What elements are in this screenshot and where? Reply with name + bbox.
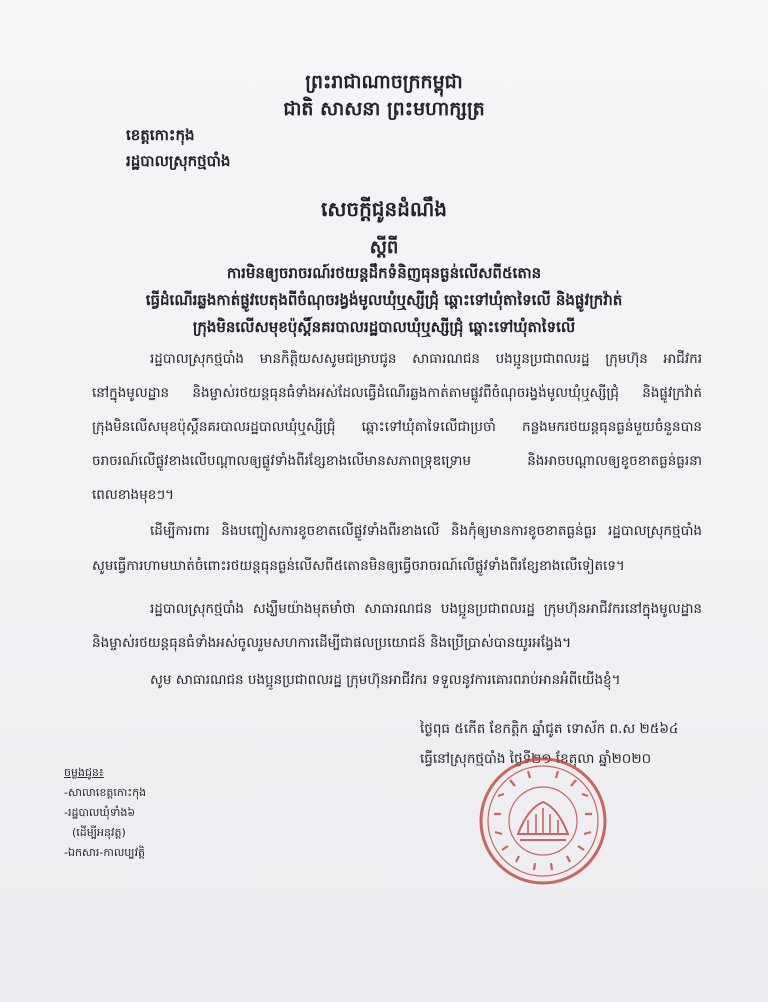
cc-title: ចម្លងជូន៖ (64, 766, 104, 779)
body-paragraph-line: និងម្ចាស់រថយន្តធុនធំទាំងអស់ចូលរួមសហការដើម្បីជាផលប្រយោជន៍ និងប្រើប្រាស់បានយូរអង្វែង។ (92, 635, 572, 651)
lunar-date: ថ្ងៃពុធ ៥កើត ខែកត្តិក ឆ្នាំជូត ទោស័ក ព.ស ២៥៦៤ (420, 721, 679, 737)
cc-item: -សាលាខេត្តកោះកុង (64, 786, 147, 799)
cc-item: -រដ្ឋបាលឃុំទាំង៦ (64, 806, 136, 819)
place-and-solar-date: ធ្វើនៅស្រុកថ្មបាំង ថ្ងៃទី២១ ខែតុលា ឆ្នាំ២០២០ (420, 751, 652, 767)
body-paragraph-line: ពេលខាងមុខៗ។ (92, 487, 175, 503)
cc-item: (ដើម្បីអនុវត្ត) (72, 826, 126, 839)
body-paragraph-line: នៅក្នុងមូលដ្ឋាន និងម្ចាស់រថយន្តធុនធំទាំងអស់ដែលធ្វើដំណើរឆ្លងកាត់តាមផ្លូវពីចំណុចរង្វង់មូលឃុំឬស្សីជ្រុំ និងផ្លូវក្រវ៉ាត់ (92, 385, 702, 401)
subject-line: ធ្វើដំណើរឆ្លងកាត់ផ្លូវបេតុងពីចំណុចរង្វង់មូលឃុំឬស្សីជ្រុំ ឆ្ពោះទៅឃុំតាទៃលើ និងផ្លូវក្រវ៉ាត់ (145, 291, 623, 309)
subject-line: ការមិនឲ្យចរាចរណ៍រថយន្តដឹកទំនិញធុនធ្ងន់លើសពី៥តោន (226, 264, 542, 282)
province-name: ខេត្តកោះកុង (126, 126, 195, 144)
body-paragraph-line: ចរាចរណ៍លើផ្លូវខាងលើបណ្តាលឲ្យផ្លូវទាំងពីរខ្សែខាងលើមានសភាពទ្រុឌទ្រោម និងអាចបណ្តាលឲ្យខូចខាតធ្ងន់ធ្ងរនា (92, 453, 702, 469)
body-paragraph-line: រដ្ឋបាលស្រុកថ្មបាំង សង្ឃឹមយ៉ាងមុតមាំថា សាធារណជន បងប្អូនប្រជាពលរដ្ឋ ក្រុមហ៊ុនអាជីវករនៅក្នុងមូលដ្ឋាន (150, 601, 702, 617)
national-motto: ជាតិ សាសនា ព្រះមហាក្សត្រ (283, 98, 485, 120)
body-paragraph-line: ដើម្បីការពារ និងបញ្ចៀសការខូចខាតលើផ្លូវទាំងពីរខាងលើ និងកុំឲ្យមានការខូចខាតធ្ងន់ធ្ងរ រដ្ឋបាលស្រុកថ្មបាំង (150, 523, 702, 539)
subject-line: ក្រុងមិនលើសមុខប៉ុស្តិ៍នគរបាលរដ្ឋបាលឃុំឬស្សីជ្រុំ ឆ្ពោះទៅឃុំតាទៃលើ (192, 318, 576, 336)
body-paragraph-line: សូមធ្វើការហាមឃាត់ចំពោះរថយន្តធុនធ្ងន់លើសពី៥តោនមិនឲ្យធ្វើចរាចរណ៍លើផ្លូវទាំងពីរខ្សែខាងលើទៀតទេ។ (92, 558, 625, 574)
body-paragraph-line: ក្រុងមិនលើសមុខប៉ុស្តិ៍នគរបាលរដ្ឋបាលឃុំឬស្សីជ្រុំ ឆ្ពោះទៅឃុំតាទៃលើជាប្រចាំ កន្លងមករថយន្តធុនធ្ងន់មួយចំនួនបាន (92, 419, 702, 435)
body-paragraph-line: រដ្ឋបាលស្រុកថ្មបាំង មានកិត្តិយសសូមជម្រាបជូន សាធារណជន បងប្អូនប្រជាពលរដ្ឋ ក្រុមហ៊ុន អាជីវករ (150, 351, 702, 367)
official-seal (478, 756, 608, 886)
kingdom-heading: ព្រះរាជាណាចក្រកម្ពុជា (305, 71, 463, 93)
district-administration: រដ្ឋបាលស្រុកថ្មបាំង (126, 152, 231, 170)
closing-paragraph: សូម សាធារណជន បងប្អូនប្រជាពលរដ្ឋ ក្រុមហ៊ុនអាជីវករ ទទួលនូវការគោរពរាប់អានអំពីយើងខ្ញុំ។ (150, 672, 621, 688)
about-label: ស្តីពី (369, 237, 399, 258)
cc-item: -ឯកសារ-កាលប្បវត្តិ (64, 846, 146, 859)
document-title: សេចក្តីជូនដំណឹង (321, 197, 447, 221)
